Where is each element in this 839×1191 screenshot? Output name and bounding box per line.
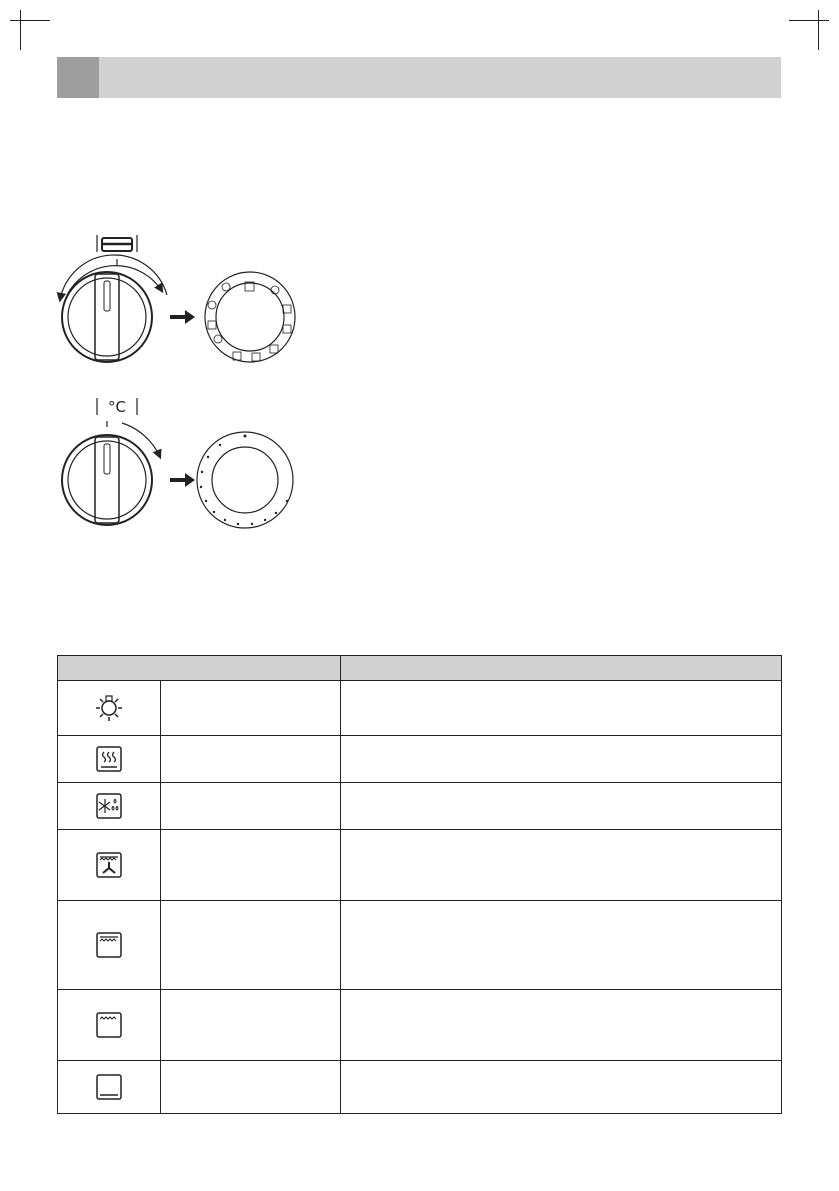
function-description	[341, 901, 782, 990]
defrost-icon	[58, 783, 161, 830]
function-description	[341, 990, 782, 1061]
temperature-knob	[62, 398, 195, 525]
top-heat-icon	[58, 990, 161, 1061]
table-row	[58, 830, 782, 901]
table-row	[58, 901, 782, 990]
section-banner	[57, 57, 781, 98]
description-column-header	[341, 656, 782, 681]
temperature-label: °C	[108, 398, 126, 416]
oven-function-table	[57, 655, 782, 1114]
table-row	[58, 1061, 782, 1114]
grill-fan-icon	[58, 830, 161, 901]
section-tab	[57, 57, 99, 98]
function-name	[161, 736, 341, 783]
heat-waves-icon	[58, 736, 161, 783]
table-row	[58, 681, 782, 736]
function-name	[161, 783, 341, 830]
function-description	[341, 736, 782, 783]
function-dial	[205, 272, 295, 362]
function-description	[341, 830, 782, 901]
function-name	[161, 830, 341, 901]
table-row	[58, 736, 782, 783]
crop-mark	[20, 10, 21, 50]
function-description	[341, 681, 782, 736]
function-name	[161, 681, 341, 736]
function-name	[161, 901, 341, 990]
temperature-dial	[197, 432, 293, 528]
table-header-row	[58, 656, 782, 681]
top-bottom-heat-icon	[58, 901, 161, 990]
crop-mark	[789, 20, 829, 21]
function-description	[341, 783, 782, 830]
function-name	[161, 1061, 341, 1114]
function-name	[161, 990, 341, 1061]
table-row	[58, 990, 782, 1061]
function-column-header	[58, 656, 341, 681]
function-knob	[60, 235, 195, 362]
bottom-heat-icon	[58, 1061, 161, 1114]
lamp-icon	[58, 681, 161, 736]
crop-mark	[818, 10, 819, 50]
knob-illustration	[40, 225, 310, 535]
function-description	[341, 1061, 782, 1114]
table-row	[58, 783, 782, 830]
crop-mark	[10, 20, 50, 21]
